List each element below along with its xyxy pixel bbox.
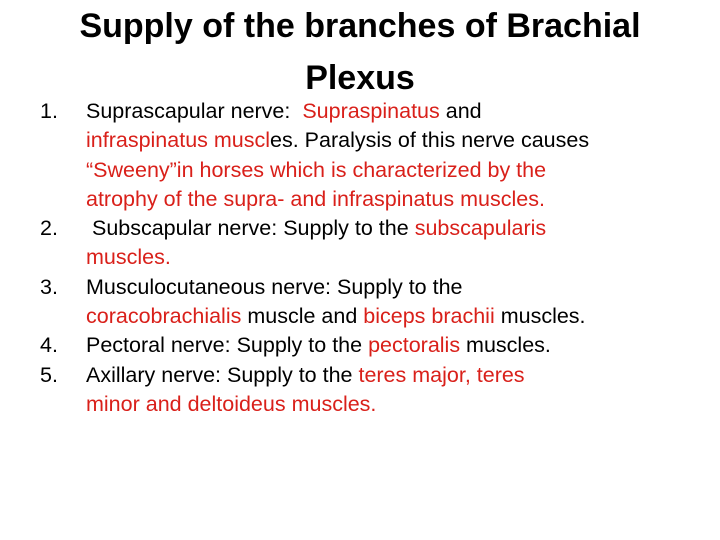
list-item-line [86,273,700,302]
body-text: Pectoral nerve: Supply to the [86,333,369,358]
title-line-2: Plexus [305,59,415,97]
list-item-line [86,390,700,419]
slide-title [40,0,680,104]
highlighted-term: minor and deltoideus muscles. [86,391,377,416]
body-text: Axillary nerve: Supply to the [86,362,359,387]
list-item-line [86,126,700,155]
list-item [0,273,720,332]
body-text: and [439,99,482,123]
highlighted-term: Supraspinatus [302,99,440,123]
list-item-line [86,361,700,390]
highlighted-term: subscapularis [414,216,547,241]
highlighted-term: muscles. [86,245,171,270]
highlighted-term: pectoralis [368,333,461,358]
body-text: es. Paralysis of this nerve causes [270,128,590,153]
body-text: muscle and [241,304,364,329]
body-text: Subscapular nerve: Supply to the [86,216,415,241]
highlighted-term: teres major, teres [358,362,525,387]
list-item-line [86,214,700,243]
body-text: muscles. [494,304,586,329]
list-item [0,361,720,420]
title-line-1: Supply of the branches of Brachial [79,7,641,45]
list-item-line [86,302,700,331]
highlighted-term: coracobrachialis [86,304,242,329]
highlighted-term: biceps brachii [363,304,495,329]
list-item-line [86,243,700,272]
list-item-line [86,331,700,360]
list-item [0,331,720,360]
highlighted-term: “Sweeny”in horses which is characterized by the [86,157,547,182]
body-text: Musculocutaneous nerve: Supply to the [86,274,463,299]
list-item [0,97,720,214]
list-item [0,214,720,273]
list-item-number: 5. [40,362,58,387]
list-item-number: 4. [40,333,58,358]
list-item-number: 1. [40,99,58,123]
list-item-line [86,185,700,214]
highlighted-term: infraspinatus muscl [86,128,271,153]
highlighted-term: atrophy of the supra- and infraspinatus muscles. [86,186,545,211]
list-item-number: 2. [40,216,58,241]
list-item-line [86,156,700,185]
body-text: Suprascapular nerve: [86,99,303,123]
list-item-number: 3. [40,274,58,299]
nerve-list [0,97,720,419]
list-item-line [86,97,700,126]
body-text: muscles. [460,333,551,358]
